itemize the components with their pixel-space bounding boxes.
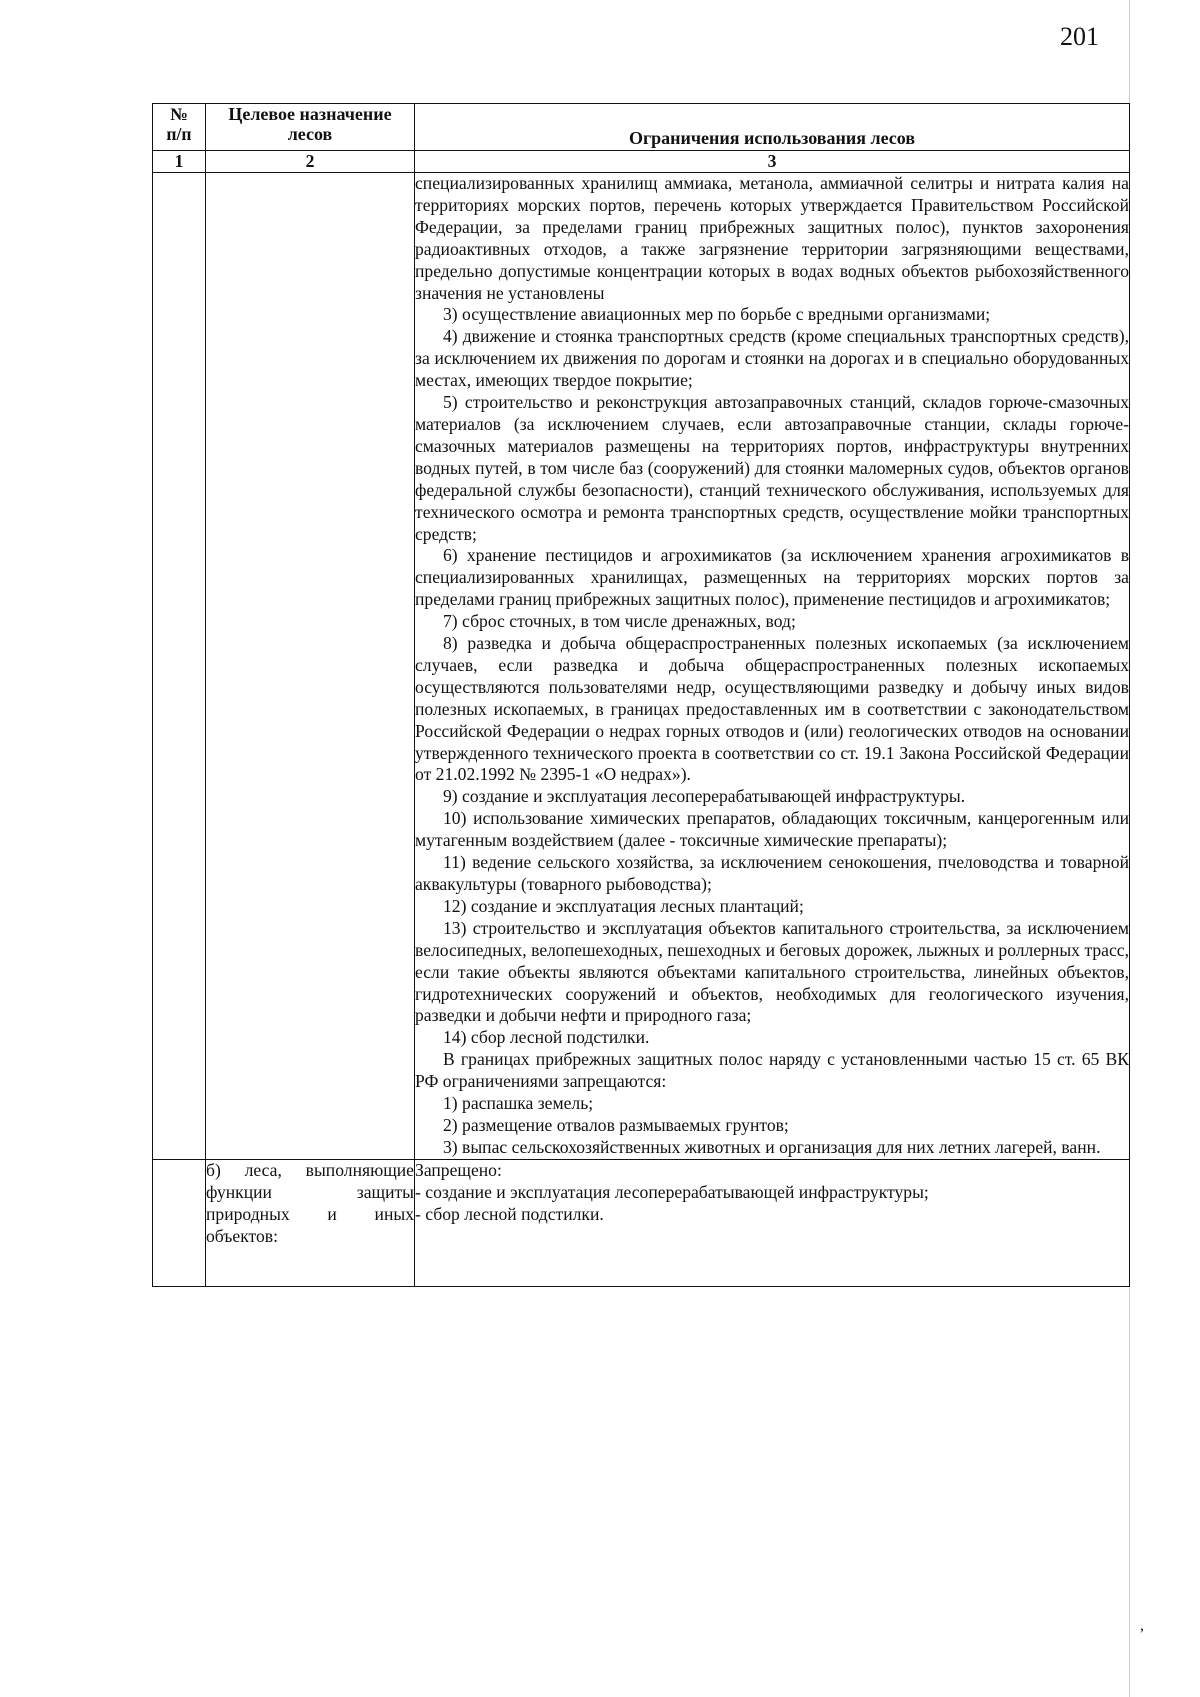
- row-purpose-cell: [206, 173, 415, 1160]
- restriction-paragraph: 9) создание и эксплуатация лесоперерабатывающей инфраструктуры.: [443, 786, 966, 807]
- restriction-paragraph: 3) выпас сельскохозяйственных животных и организация для них летних лагерей, ванн.: [443, 1136, 1101, 1157]
- table-row: [153, 1159, 1130, 1286]
- row-number-cell: [153, 1159, 206, 1286]
- restriction-paragraph: 7) сброс сточных, в том числе дренажных, вод;: [443, 611, 796, 632]
- forest-purpose-text: б) леса, выполняющие функции защиты природных и иных объектов:: [206, 1159, 414, 1246]
- page-number: 201: [1060, 22, 1099, 51]
- restriction-paragraph: - создание и эксплуатация лесоперерабатывающей инфраструктуры;: [415, 1181, 929, 1202]
- column-number: 1: [153, 151, 206, 173]
- table-row: [153, 173, 1130, 1160]
- restriction-paragraph: 11) ведение сельского хозяйства, за исключением сенокошения, пчеловодства и товарной аквакультуры (товарного рыбоводства);: [415, 852, 1129, 894]
- header-purpose: Целевое назначение лесов: [206, 104, 415, 151]
- restriction-paragraph: 6) хранение пестицидов и агрохимикатов (за исключением хранения агрохимикатов в специализированных хранилищах, размещенных на территориях морских портов за пределами границ прибрежных защитных полос), применение пестицидов и агрохимикатов;: [415, 545, 1129, 610]
- header-number: № п/п: [153, 104, 206, 151]
- table-header-row: [153, 104, 1130, 151]
- column-number: 3: [415, 151, 1130, 173]
- row-purpose-cell: [206, 1159, 415, 1286]
- restriction-paragraph: 8) разведка и добыча общераспространенных полезных ископаемых (за исключением случаев, если разведка и добыча общераспространенных полезных ископаемых осуществляются пользователями недр, осуществляющими разведку и добычу иных видов полезных ископаемых, в границах предоставленных им в соответствии с законодательством Российской Федерации о недрах горных отводов и (или) геологических отводов на основании утвержденного технического проекта в соответствии со ст. 19.1 Закона Российской Федерации от 21.02.1992 № 2395-1 «О недрах»).: [415, 633, 1129, 785]
- row-number-cell: [153, 173, 206, 1160]
- column-number-row: [153, 151, 1130, 173]
- restriction-paragraph: Запрещено:: [415, 1159, 502, 1180]
- restriction-paragraph: - сбор лесной подстилки.: [415, 1203, 604, 1224]
- header-restrictions: Ограничения использования лесов: [415, 104, 1130, 151]
- column-number: 2: [206, 151, 415, 173]
- restriction-paragraph: 1) распашка земель;: [443, 1093, 594, 1114]
- row-restrictions-cell: [415, 1159, 1130, 1286]
- restriction-paragraph: 10) использование химических препаратов, обладающих токсичным, канцерогенным или мутагенным воздействием (далее - токсичные химические препараты);: [415, 808, 1129, 851]
- forest-restrictions-table: [152, 103, 1130, 1287]
- restriction-paragraph: 5) строительство и реконструкция автозаправочных станций, складов горюче-смазочных материалов (за исключением случаев, если автозаправочные станции, склады горюче-смазочных материалов размещены на территориях портов, инфраструктуры внутренних водных путей, в том числе баз (сооружений) для стоянки маломерных судов, объектов органов федеральной службы безопасности), станций технического обслуживания, используемых для технического осмотра и ремонта транспортных средств, осуществление мойки транспортных средств;: [415, 392, 1129, 544]
- restriction-paragraph: специализированных хранилищ аммиака, метанола, аммиачной селитры и нитрата калия на территориях морских портов, перечень которых утверждается Правительством Российской Федерации, за пределами границ прибрежных защитных полос), пунктов захоронения радиоактивных отходов, а также загрязнение территории загрязняющими веществами, предельно допустимые концентрации которых в водах водных объектов рыбохозяйственного значения не установлены: [415, 173, 1129, 303]
- restriction-paragraph: 4) движение и стоянка транспортных средств (кроме специальных транспортных средств), за исключением их движения по дорогам и стоянки на дорогах и в специально оборудованных местах, имеющих твердое покрытие;: [415, 326, 1129, 391]
- row-restrictions-cell: [415, 173, 1130, 1160]
- restriction-paragraph: 2) размещение отвалов размываемых грунтов;: [443, 1114, 789, 1135]
- restriction-paragraph: В границах прибрежных защитных полос наряду с установленными частью 15 ст. 65 ВК РФ ограничениями запрещаются:: [415, 1049, 1129, 1092]
- scan-mark: ,: [1140, 1617, 1144, 1634]
- restriction-paragraph: 14) сбор лесной подстилки.: [443, 1027, 650, 1048]
- restriction-paragraph: 13) строительство и эксплуатация объектов капитального строительства, за исключением велосипедных, велопешеходных, пешеходных и беговых дорожек, лыжных и роллерных трасс, если такие объекты являются объектами капитального строительства, линейных объектов, гидротехнических сооружений и объектов, необходимых для геологического изучения, разведки и добычи нефти и природного газа;: [415, 917, 1129, 1026]
- restriction-paragraph: 12) создание и эксплуатация лесных плантаций;: [443, 895, 804, 916]
- restriction-paragraph: 3) осуществление авиационных мер по борьбе с вредными организмами;: [443, 304, 991, 325]
